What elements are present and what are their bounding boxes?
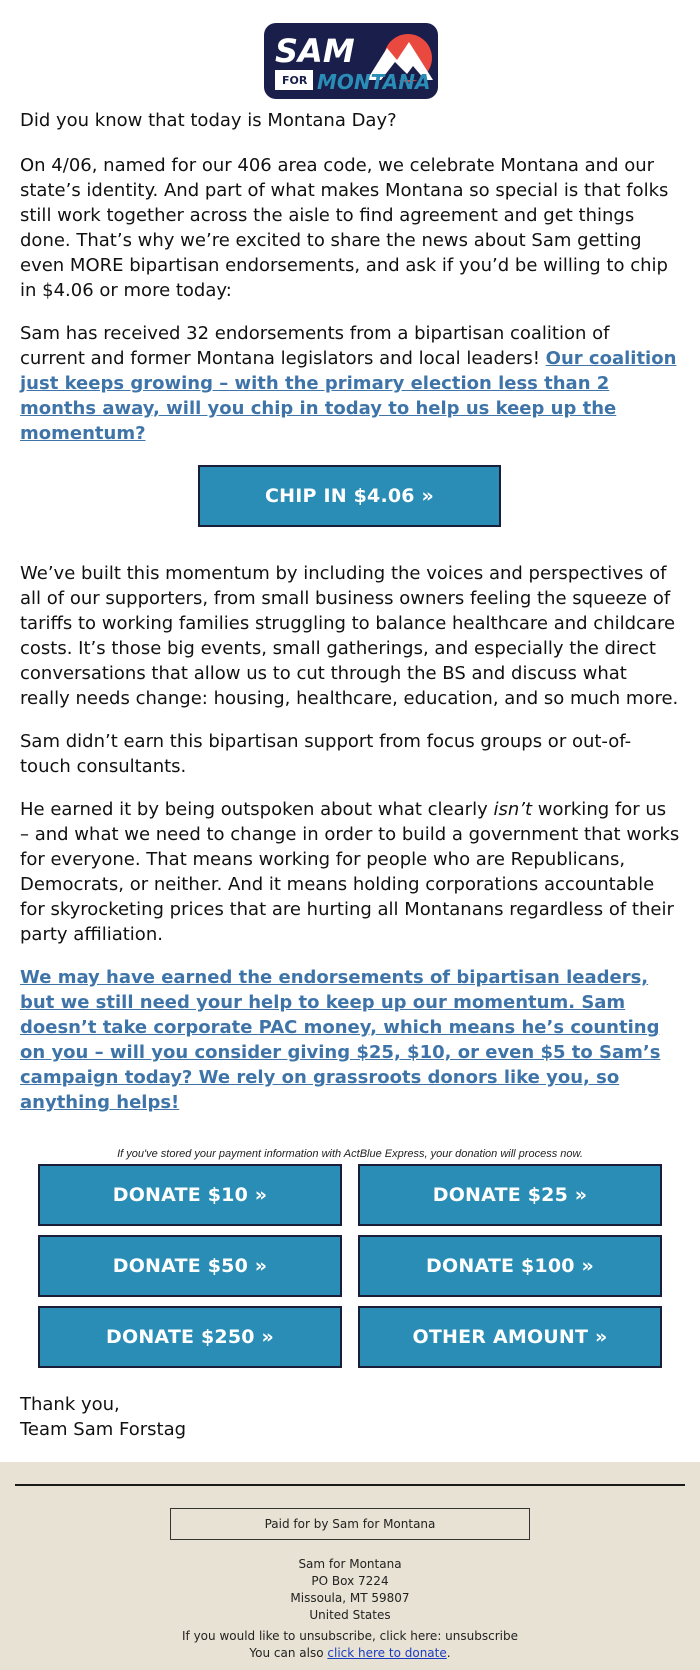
address-line: Missoula, MT 59807: [290, 1591, 410, 1605]
coalition-donate-link[interactable]: Our coalition just keeps growing – with the primary election less than 2 months away, will you chip in today to help us keep up the momentum?: [20, 348, 677, 444]
other-amount-button[interactable]: OTHER AMOUNT »: [358, 1306, 662, 1368]
endorsements-text: Sam has received 32 endorsements from a bipartisan coalition of current and former Montana legislators and local leaders!: [20, 323, 610, 369]
email-body-continued: [20, 561, 680, 1133]
email-footer: [0, 1462, 700, 1670]
signoff: [20, 1392, 186, 1442]
address-line: Sam for Montana: [298, 1557, 402, 1571]
svg-text:FOR: FOR: [282, 74, 308, 87]
outspoken-emphasis: isn’t: [493, 799, 533, 820]
donate-25-button[interactable]: DONATE $25 »: [358, 1164, 662, 1226]
signoff-team: Team Sam Forstag: [20, 1419, 187, 1440]
outspoken-text-a: He earned it by being outspoken about what clearly: [20, 799, 494, 820]
support-paragraph: Sam didn’t earn this bipartisan support from focus groups or out-of-touch consultants.: [20, 731, 632, 777]
donate-10-button[interactable]: DONATE $10 »: [38, 1164, 342, 1226]
donate-100-button[interactable]: DONATE $100 »: [358, 1235, 662, 1297]
svg-text:MONTANA: MONTANA: [317, 70, 431, 94]
intro-paragraph: Did you know that today is Montana Day?: [20, 110, 397, 131]
svg-text:SAM: SAM: [275, 32, 355, 70]
donate-50-button[interactable]: DONATE $50 »: [38, 1235, 342, 1297]
actblue-note: If you've stored your payment information with ActBlue Express, your donation will process now.: [117, 1148, 583, 1160]
donate-line-prefix: You can also: [249, 1646, 328, 1660]
footer-donate-link[interactable]: click here to donate: [327, 1646, 447, 1660]
mountain-logo-icon: [263, 22, 439, 100]
donate-line-suffix: .: [446, 1646, 451, 1660]
email-body: [20, 108, 680, 464]
mailing-address: [0, 1556, 700, 1624]
outspoken-text-b: working for us – and what we need to change in order to build a government that works for everyone. That means working for people who are Republicans, Democrats, or neither. And it means holding corporations accountable for skyrocketing prices that are hurting all Montanans regardless of their party affiliation.: [20, 799, 680, 945]
campaign-logo[interactable]: [263, 22, 439, 100]
address-line: PO Box 7224: [311, 1574, 389, 1588]
grassroots-paragraph: [20, 965, 680, 1115]
chip-in-button[interactable]: CHIP IN $4.06 »: [198, 465, 501, 527]
montana-day-paragraph: On 4/06, named for our 406 area code, we celebrate Montana and our state’s identity. And part of what makes Montana so special is that folks still work together across the aisle to find agreement and get things done. That’s why we’re excited to share the news about Sam getting even MORE bipartisan endorsements, and ask if you’d be willing to chip in $4.06 or more today:: [20, 155, 669, 301]
momentum-paragraph: We’ve built this momentum by including the voices and perspectives of all of our supporters, from small business owners feeling the squeeze of tariffs to working families struggling to balance healthcare and childcare costs. It’s those big events, small gatherings, and especially the direct conversations that allow us to cut through the BS and discuss what really needs change: housing, healthcare, education, and so much more.: [20, 563, 679, 709]
footer-links: [0, 1628, 700, 1662]
signoff-thanks: Thank you,: [20, 1394, 120, 1415]
outspoken-paragraph: [20, 797, 680, 947]
footer-divider: [15, 1484, 685, 1486]
endorsements-paragraph: [20, 321, 680, 446]
grassroots-donate-link[interactable]: We may have earned the endorsements of bipartisan leaders, but we still need your help to keep up our momentum. Sam doesn’t take corporate PAC money, which means he’s counting on you – will you consider giving $25, $10, or even $5 to Sam’s campaign today? We rely on grassroots donors like you, so anything helps!: [20, 967, 661, 1113]
donate-line: [0, 1645, 700, 1662]
address-line: United States: [309, 1608, 391, 1622]
unsubscribe-link[interactable]: If you would like to unsubscribe, click here: unsubscribe: [182, 1629, 518, 1643]
donate-250-button[interactable]: DONATE $250 »: [38, 1306, 342, 1368]
paid-for-disclaimer: Paid for by Sam for Montana: [170, 1508, 530, 1540]
